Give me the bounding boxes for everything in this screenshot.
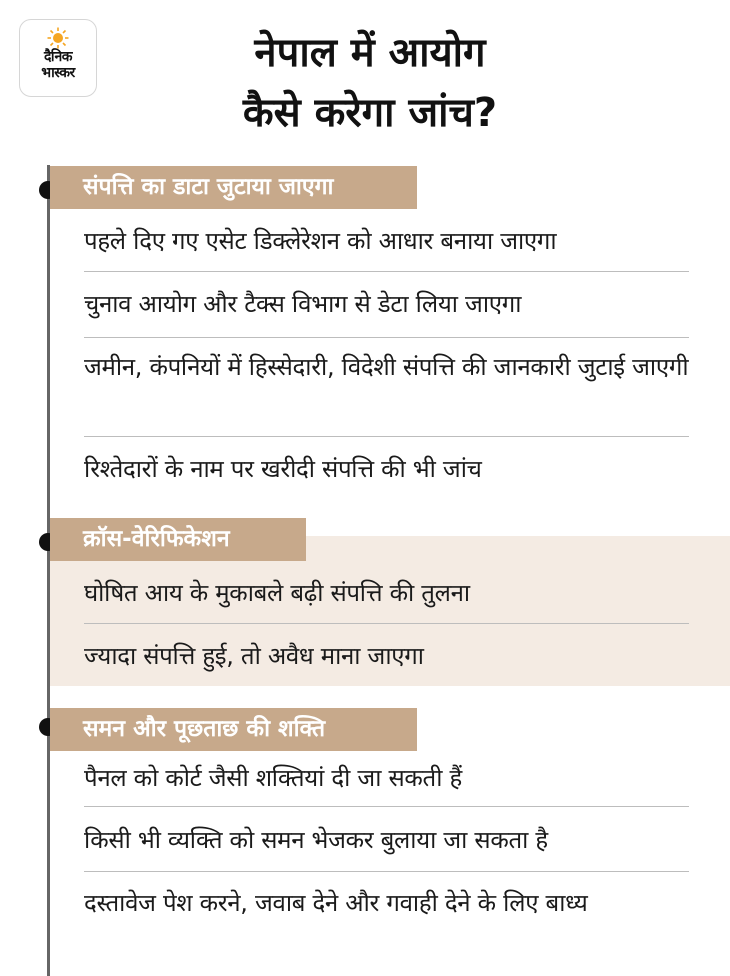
logo-text-line1: दैनिक [43, 49, 73, 65]
divider [84, 436, 689, 437]
sun-icon [47, 27, 69, 49]
list-item: चुनाव आयोग और टैक्स विभाग से डेटा लिया जाएगा [84, 290, 522, 318]
list-item: जमीन, कंपनियों में हिस्सेदारी, विदेशी संपत्ति की जानकारी जुटाई जाएगी [84, 353, 689, 381]
divider [84, 871, 689, 872]
dainik-bhaskar-logo [19, 19, 97, 97]
list-item: पहले दिए गए एसेट डिक्लेरेशन को आधार बनाया जाएगा [84, 227, 557, 255]
section-heading: समन और पूछताछ की शक्ति [50, 708, 417, 751]
list-item: पैनल को कोर्ट जैसी शक्तियां दी जा सकती हैं [84, 764, 462, 792]
logo-text-line2: भास्कर [41, 65, 75, 81]
divider [84, 337, 689, 338]
section-heading: क्रॉस-वेरिफिकेशन [50, 518, 306, 561]
list-item: दस्तावेज पेश करने, जवाब देने और गवाही देने के लिए बाध्य [84, 889, 588, 917]
divider [84, 806, 689, 807]
list-item: किसी भी व्यक्ति को समन भेजकर बुलाया जा सकता है [84, 826, 548, 854]
page-title-line2: कैसे करेगा जांच? [242, 90, 498, 136]
list-item: ज्यादा संपत्ति हुई, तो अवैध माना जाएगा [84, 642, 424, 670]
divider [84, 271, 689, 272]
list-item: घोषित आय के मुकाबले बढ़ी संपत्ति की तुलना [84, 579, 470, 607]
divider [84, 623, 689, 624]
list-item: रिश्तेदारों के नाम पर खरीदी संपत्ति की भी जांच [84, 455, 482, 483]
page-title-line1: नेपाल में आयोग [254, 30, 486, 76]
section-heading: संपत्ति का डाटा जुटाया जाएगा [50, 166, 417, 209]
